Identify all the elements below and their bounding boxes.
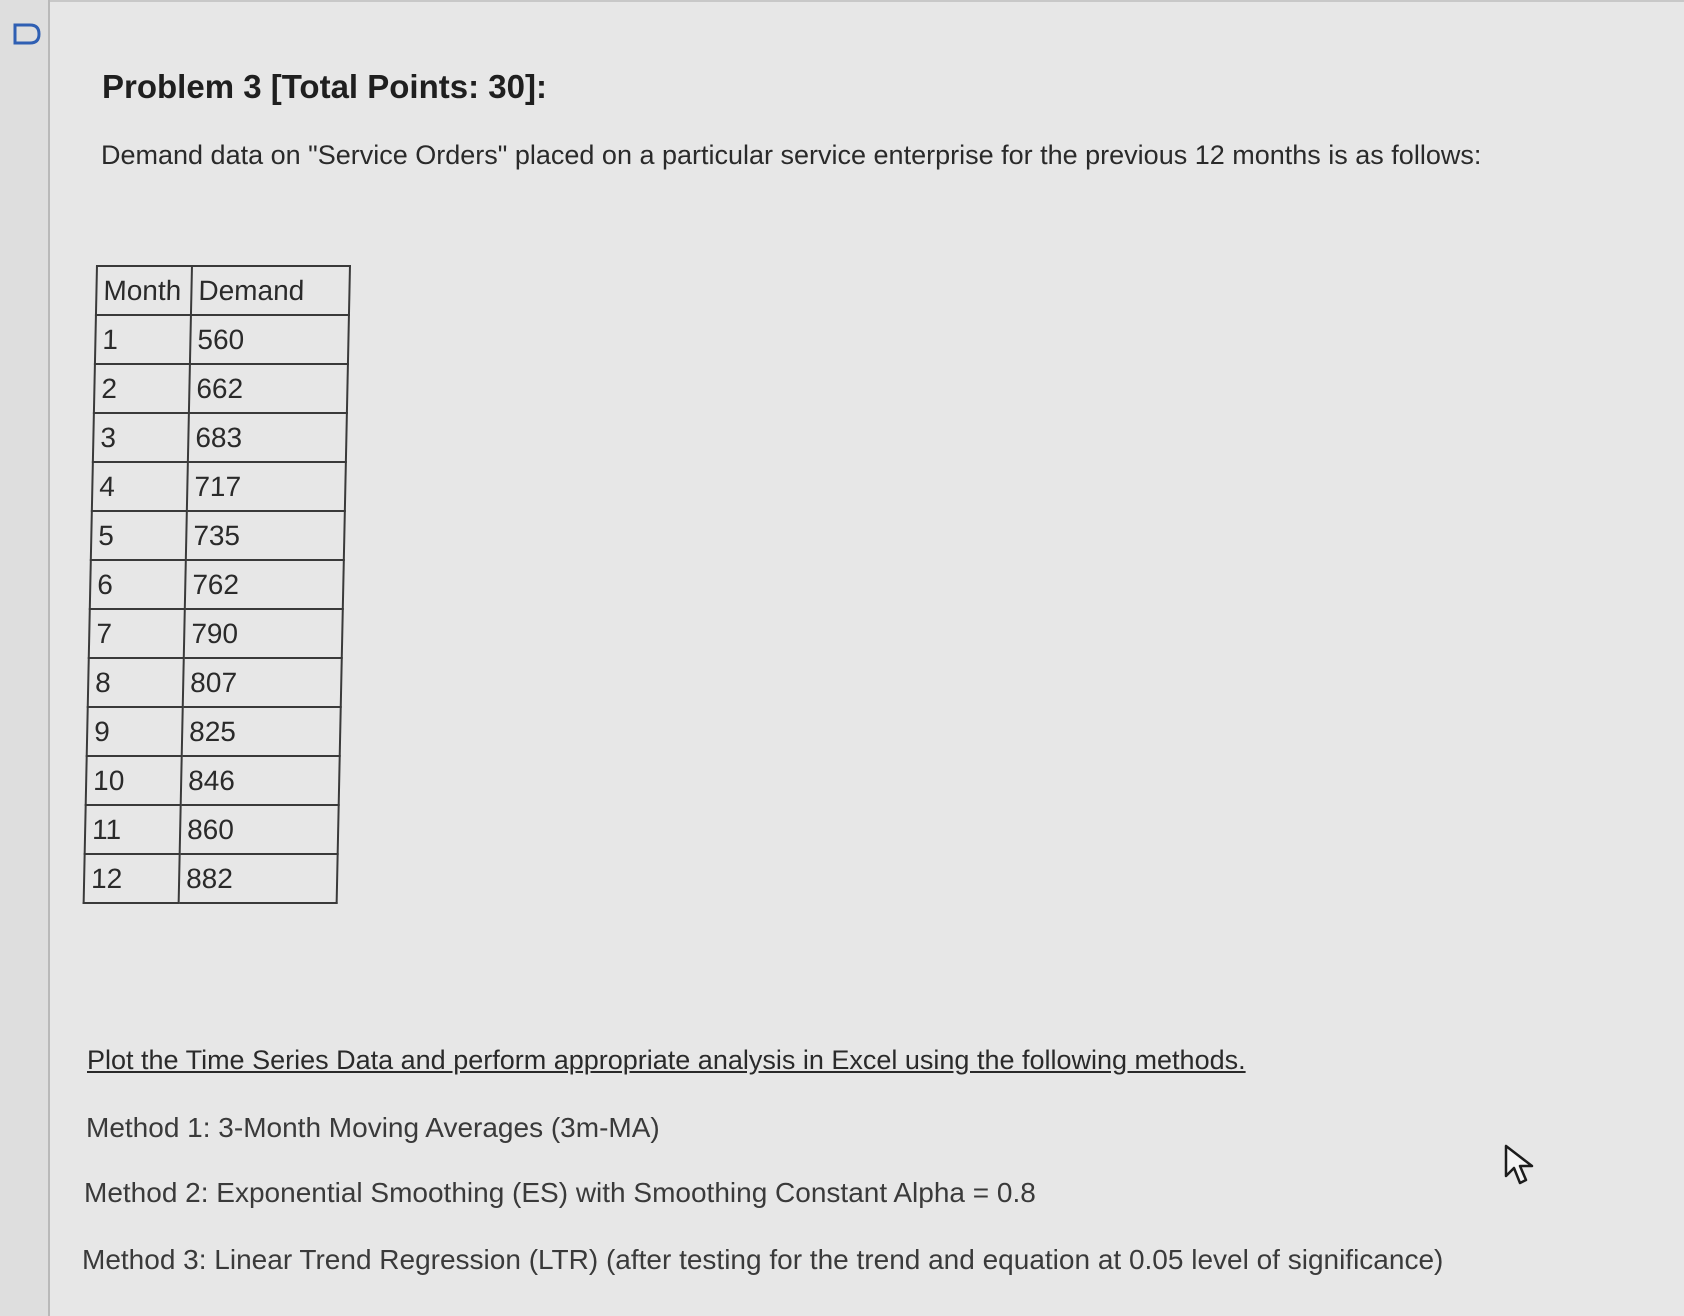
- demand-cell: 683: [188, 413, 347, 462]
- month-cell: 10: [86, 756, 182, 805]
- month-cell: 8: [88, 658, 184, 707]
- demand-cell: 882: [179, 854, 338, 903]
- method-3-text: Method 3: Linear Trend Regression (LTR) (after testing for the trend and equation at 0.05 level of significance): [82, 1244, 1444, 1275]
- table-row: [93, 413, 347, 462]
- table-row: [92, 462, 346, 511]
- month-cell: 9: [87, 707, 183, 756]
- top-divider: [48, 0, 1684, 2]
- problem-title: Problem 3 [Total Points: 30]:: [102, 68, 547, 105]
- demand-cell: 762: [185, 560, 344, 609]
- table-row: [89, 609, 343, 658]
- month-cell: 1: [95, 315, 191, 364]
- demand-cell: 846: [181, 756, 340, 805]
- month-cell: 2: [94, 364, 190, 413]
- instruction-heading: Plot the Time Series Data and perform appropriate analysis in Excel using the following methods.: [87, 1045, 1246, 1075]
- demand-cell: 717: [187, 462, 346, 511]
- demand-cell: 735: [186, 511, 345, 560]
- table-row: [95, 315, 349, 364]
- method-1-text: Method 1: 3-Month Moving Averages (3m-MA): [86, 1112, 660, 1143]
- month-cell: 12: [84, 854, 180, 903]
- demand-cell: 860: [180, 805, 339, 854]
- month-cell: 3: [93, 413, 189, 462]
- demand-cell: 790: [184, 609, 343, 658]
- demand-cell: 825: [182, 707, 341, 756]
- table-row: [94, 364, 348, 413]
- month-cell: 6: [90, 560, 186, 609]
- question-sidebar: [0, 0, 50, 1316]
- table-row: [90, 560, 344, 609]
- demand-cell: 560: [190, 315, 349, 364]
- table-row: [85, 805, 339, 854]
- method-2-text: Method 2: Exponential Smoothing (ES) with Smoothing Constant Alpha = 0.8: [84, 1177, 1036, 1208]
- mouse-pointer-icon: [1502, 1143, 1538, 1189]
- month-cell: 7: [89, 609, 185, 658]
- table-header-row: [96, 266, 350, 315]
- table-row: [88, 658, 342, 707]
- flag-icon[interactable]: [12, 22, 42, 46]
- demand-cell: 807: [183, 658, 342, 707]
- table-row: [86, 756, 340, 805]
- demand-table: [83, 265, 351, 904]
- problem-intro: Demand data on "Service Orders" placed on a particular service enterprise for the previous 12 months is as follows:: [101, 140, 1482, 170]
- month-cell: 5: [91, 511, 187, 560]
- header-month: Month: [96, 266, 192, 315]
- table-row: [87, 707, 341, 756]
- table-row: [91, 511, 345, 560]
- month-cell: 11: [85, 805, 181, 854]
- header-demand: Demand: [191, 266, 350, 315]
- table-row: [84, 854, 338, 903]
- month-cell: 4: [92, 462, 188, 511]
- demand-cell: 662: [189, 364, 348, 413]
